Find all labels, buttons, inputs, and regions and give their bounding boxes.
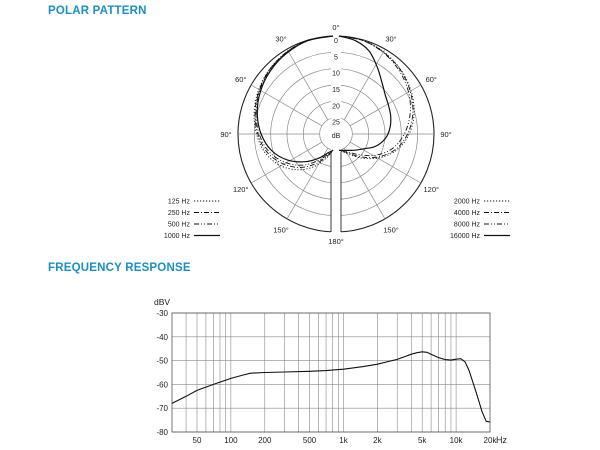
polar-angle-label: 120° [232,185,249,194]
legend-label: 2000 Hz [453,198,480,206]
freq-x-tick-label: 2k [373,436,382,445]
freq-y-tick-label: -70 [156,404,168,414]
polar-angle-label: 60° [425,75,437,84]
polar-angle-label: 0° [332,23,340,32]
freq-x-tick-label: 1k [339,436,348,445]
polar-angle-label: 150° [383,225,399,235]
freq-x-tick-label: 10k [449,436,463,445]
polar-angle-label: 180° [328,237,344,246]
freq-y-tick-label: -40 [156,332,168,342]
polar-db-tick: 15 [332,87,340,94]
freq-y-tick-label: -60 [156,380,168,390]
freq-x-tick-label: 20k [483,436,497,445]
polar-angle-label: 150° [273,225,289,235]
polar-angle-label: 30° [275,34,287,44]
freq-x-tick-label: 500 [302,436,317,445]
freq-y-axis-label: dBV [154,297,171,307]
polar-db-tick: 0 [334,38,338,45]
frequency-response-title: FREQUENCY RESPONSE [48,262,191,274]
polar-db-unit: dB [331,133,341,140]
legend-label: 500 Hz [167,221,190,229]
polar-angle-label: 120° [423,185,440,194]
freq-y-tick-label: -50 [156,356,168,366]
polar-db-tick: 20 [332,103,340,111]
freq-y-tick-label: -80 [156,428,168,437]
polar-db-tick: 25 [332,119,340,127]
polar-angle-label: 90° [440,130,452,139]
legend-label: 250 Hz [167,210,190,217]
legend-label: 8000 Hz [453,221,480,229]
freq-x-tick-label: 200 [258,436,272,445]
polar-angle-label: 60° [235,75,247,84]
legend-label: 4000 Hz [453,210,480,217]
polar-angle-label: 30° [385,34,397,44]
polar-db-tick: 10 [332,70,340,78]
legend-label: 1000 Hz [163,233,190,240]
polar-angle-label: 90° [220,130,232,139]
legend-label: 125 Hz [167,198,190,206]
freq-x-tick-label: 50 [192,436,202,445]
polar-db-tick: 5 [334,54,338,62]
legend-label: 16000 Hz [450,233,480,240]
freq-y-tick-label: -30 [156,309,168,318]
polar-pattern-title: POLAR PATTERN [48,5,147,17]
freq-x-tick-label: 5k [417,436,427,445]
freq-x-axis-label: Hz [496,435,507,445]
freq-x-tick-label: 100 [224,436,238,445]
